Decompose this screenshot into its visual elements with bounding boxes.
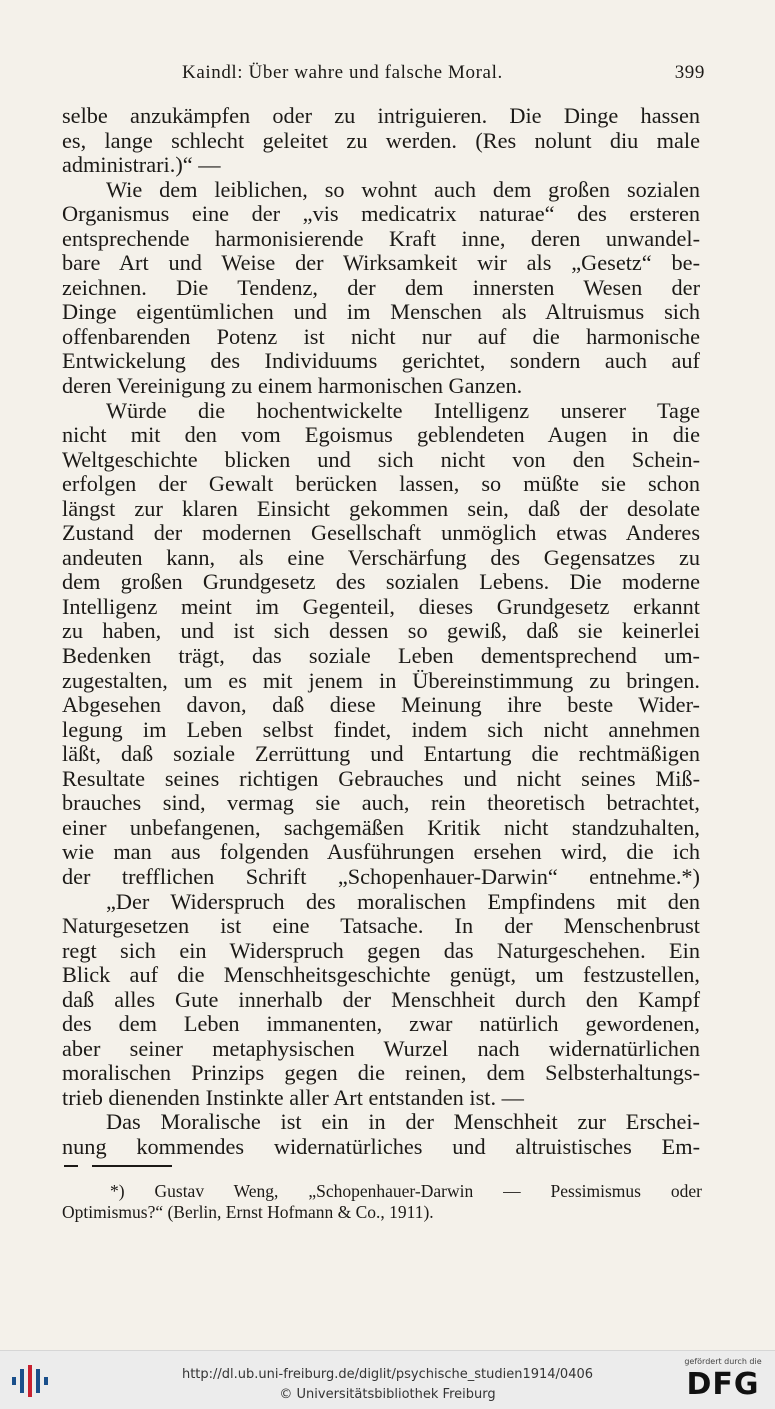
- text-line: wie man aus folgenden Ausführungen ersehen wird, die ich: [62, 839, 700, 865]
- body-text: [62, 104, 700, 1160]
- text-line: entsprechende harmonisierende Kraft inne, deren unwandel-: [62, 225, 700, 251]
- dfg-funding-note: gefördert durch die: [684, 1357, 762, 1366]
- text-line: bare Art und Weise der Wirksamkeit wir als „Gesetz“ be-: [62, 250, 700, 276]
- text-line: regt sich ein Widerspruch gegen das Naturgeschehen. Ein: [62, 937, 700, 963]
- text-line: Wie dem leiblichen, so wohnt auch dem großen sozialen: [106, 176, 700, 202]
- text-line: moralischen Prinzips gegen die reinen, dem Selbsterhaltungs-: [62, 1060, 700, 1086]
- text-line: dem großen Grundgesetz des sozialen Lebens. Die moderne: [62, 569, 700, 595]
- text-line: Zustand der modernen Gesellschaft unmöglich etwas Anderes: [62, 520, 700, 546]
- footnote-line: *) Gustav Weng, „Schopenhauer-Darwin — Pessimismus oder: [110, 1181, 702, 1201]
- text-line: Bedenken trägt, das soziale Leben dementsprechend um-: [62, 643, 700, 669]
- text-line: der trefflichen Schrift „Schopenhauer-Darwin“ entnehme.*): [62, 863, 700, 889]
- footnote: [62, 1181, 702, 1223]
- text-line: Blick auf die Menschheitsgeschichte genügt, um festzustellen,: [62, 962, 700, 988]
- text-line: daß alles Gute innerhalb der Menschheit durch den Kampf: [62, 986, 700, 1012]
- text-line: Entwickelung des Individuums gerichtet, sondern auch auf: [62, 348, 700, 374]
- text-line: erfolgen der Gewalt berücken lassen, so müßte sie schon: [62, 471, 700, 497]
- text-line: Resultate seines richtigen Gebrauches und nicht seines Miß-: [62, 765, 700, 791]
- text-line: administrari.)“ —: [62, 152, 221, 178]
- text-line: Naturgesetzen ist eine Tatsache. In der Menschenbrust: [62, 913, 700, 939]
- text-line: trieb dienenden Instinkte aller Art entstanden ist. —: [62, 1084, 524, 1110]
- text-line: läßt, daß soziale Zerrüttung und Entartung die rechtmäßigen: [62, 741, 700, 767]
- text-line: andeuten kann, als eine Verschärfung des Gegensatzes zu: [62, 544, 700, 570]
- text-line: Intelligenz meint im Gegenteil, dieses Grundgesetz erkannt: [62, 593, 700, 619]
- text-line: zeichnen. Die Tendenz, der dem innersten Wesen der: [62, 274, 700, 300]
- text-line: Organismus eine der „vis medicatrix naturae“ des ersteren: [62, 201, 700, 227]
- text-line: brauches sind, vermag sie auch, rein theoretisch betrachtet,: [62, 790, 700, 816]
- text-line: aber seiner metaphysischen Wurzel nach widernatürlichen: [62, 1035, 700, 1061]
- text-line: legung im Leben selbst findet, indem sich nicht annehmen: [62, 716, 700, 742]
- text-line: zu haben, und ist sich dessen so gewiß, daß sie keinerlei: [62, 618, 700, 644]
- text-line: offenbarenden Potenz ist nicht nur auf die harmonische: [62, 323, 700, 349]
- running-head: [62, 62, 705, 86]
- dfg-wordmark: DFG: [686, 1367, 760, 1402]
- text-line: deren Vereinigung zu einem harmonischen Ganzen.: [62, 373, 523, 399]
- text-line: selbe anzukämpfen oder zu intriguieren. Die Dinge hassen: [62, 103, 700, 128]
- text-line: Weltgeschichte blicken und sich nicht von den Schein-: [62, 446, 700, 472]
- footnote-rule: [64, 1162, 176, 1170]
- running-title: Kaindl: Über wahre und falsche Moral.: [182, 62, 503, 83]
- text-line: Abgesehen davon, daß diese Meinung ihre beste Wider-: [62, 692, 700, 718]
- page-number: 399: [674, 62, 705, 83]
- footnote-line: Optimismus?“ (Berlin, Ernst Hofmann & Co., 1911).: [62, 1202, 434, 1222]
- text-line: Dinge eigentümlichen und im Menschen als Altruismus sich: [62, 299, 700, 325]
- text-line: einer unbefangenen, sachgemäßen Kritik nicht standzuhalten,: [62, 814, 700, 840]
- text-line: nung kommendes widernatürliches und altruistisches Em-: [62, 1133, 700, 1159]
- text-line: zugestalten, um es mit jenem in Übereinstimmung zu bringen.: [62, 667, 700, 693]
- text-line: nicht mit den vom Egoismus geblendeten Augen in die: [62, 422, 700, 448]
- text-line: längst zur klaren Einsicht gekommen sein, daß der desolate: [62, 495, 700, 521]
- copyright-text: © Universitätsbibliothek Freiburg: [279, 1387, 496, 1402]
- text-line: „Der Widerspruch des moralischen Empfindens mit den: [106, 888, 700, 914]
- text-line: des dem Leben immanenten, zwar natürlich gewordenen,: [62, 1011, 700, 1037]
- text-line: Würde die hochentwickelte Intelligenz unserer Tage: [106, 397, 700, 423]
- text-line: es, lange schlecht geleitet zu werden. (Res nolunt diu male: [62, 127, 700, 153]
- text-line: Das Moralische ist ein in der Menschheit zur Erschei-: [106, 1109, 700, 1135]
- dfg-logo: [681, 1357, 765, 1405]
- permalink-url[interactable]: http://dl.ub.uni-freiburg.de/diglit/psychische_studien1914/0406: [181, 1367, 594, 1382]
- viewer-footer: [0, 1350, 775, 1409]
